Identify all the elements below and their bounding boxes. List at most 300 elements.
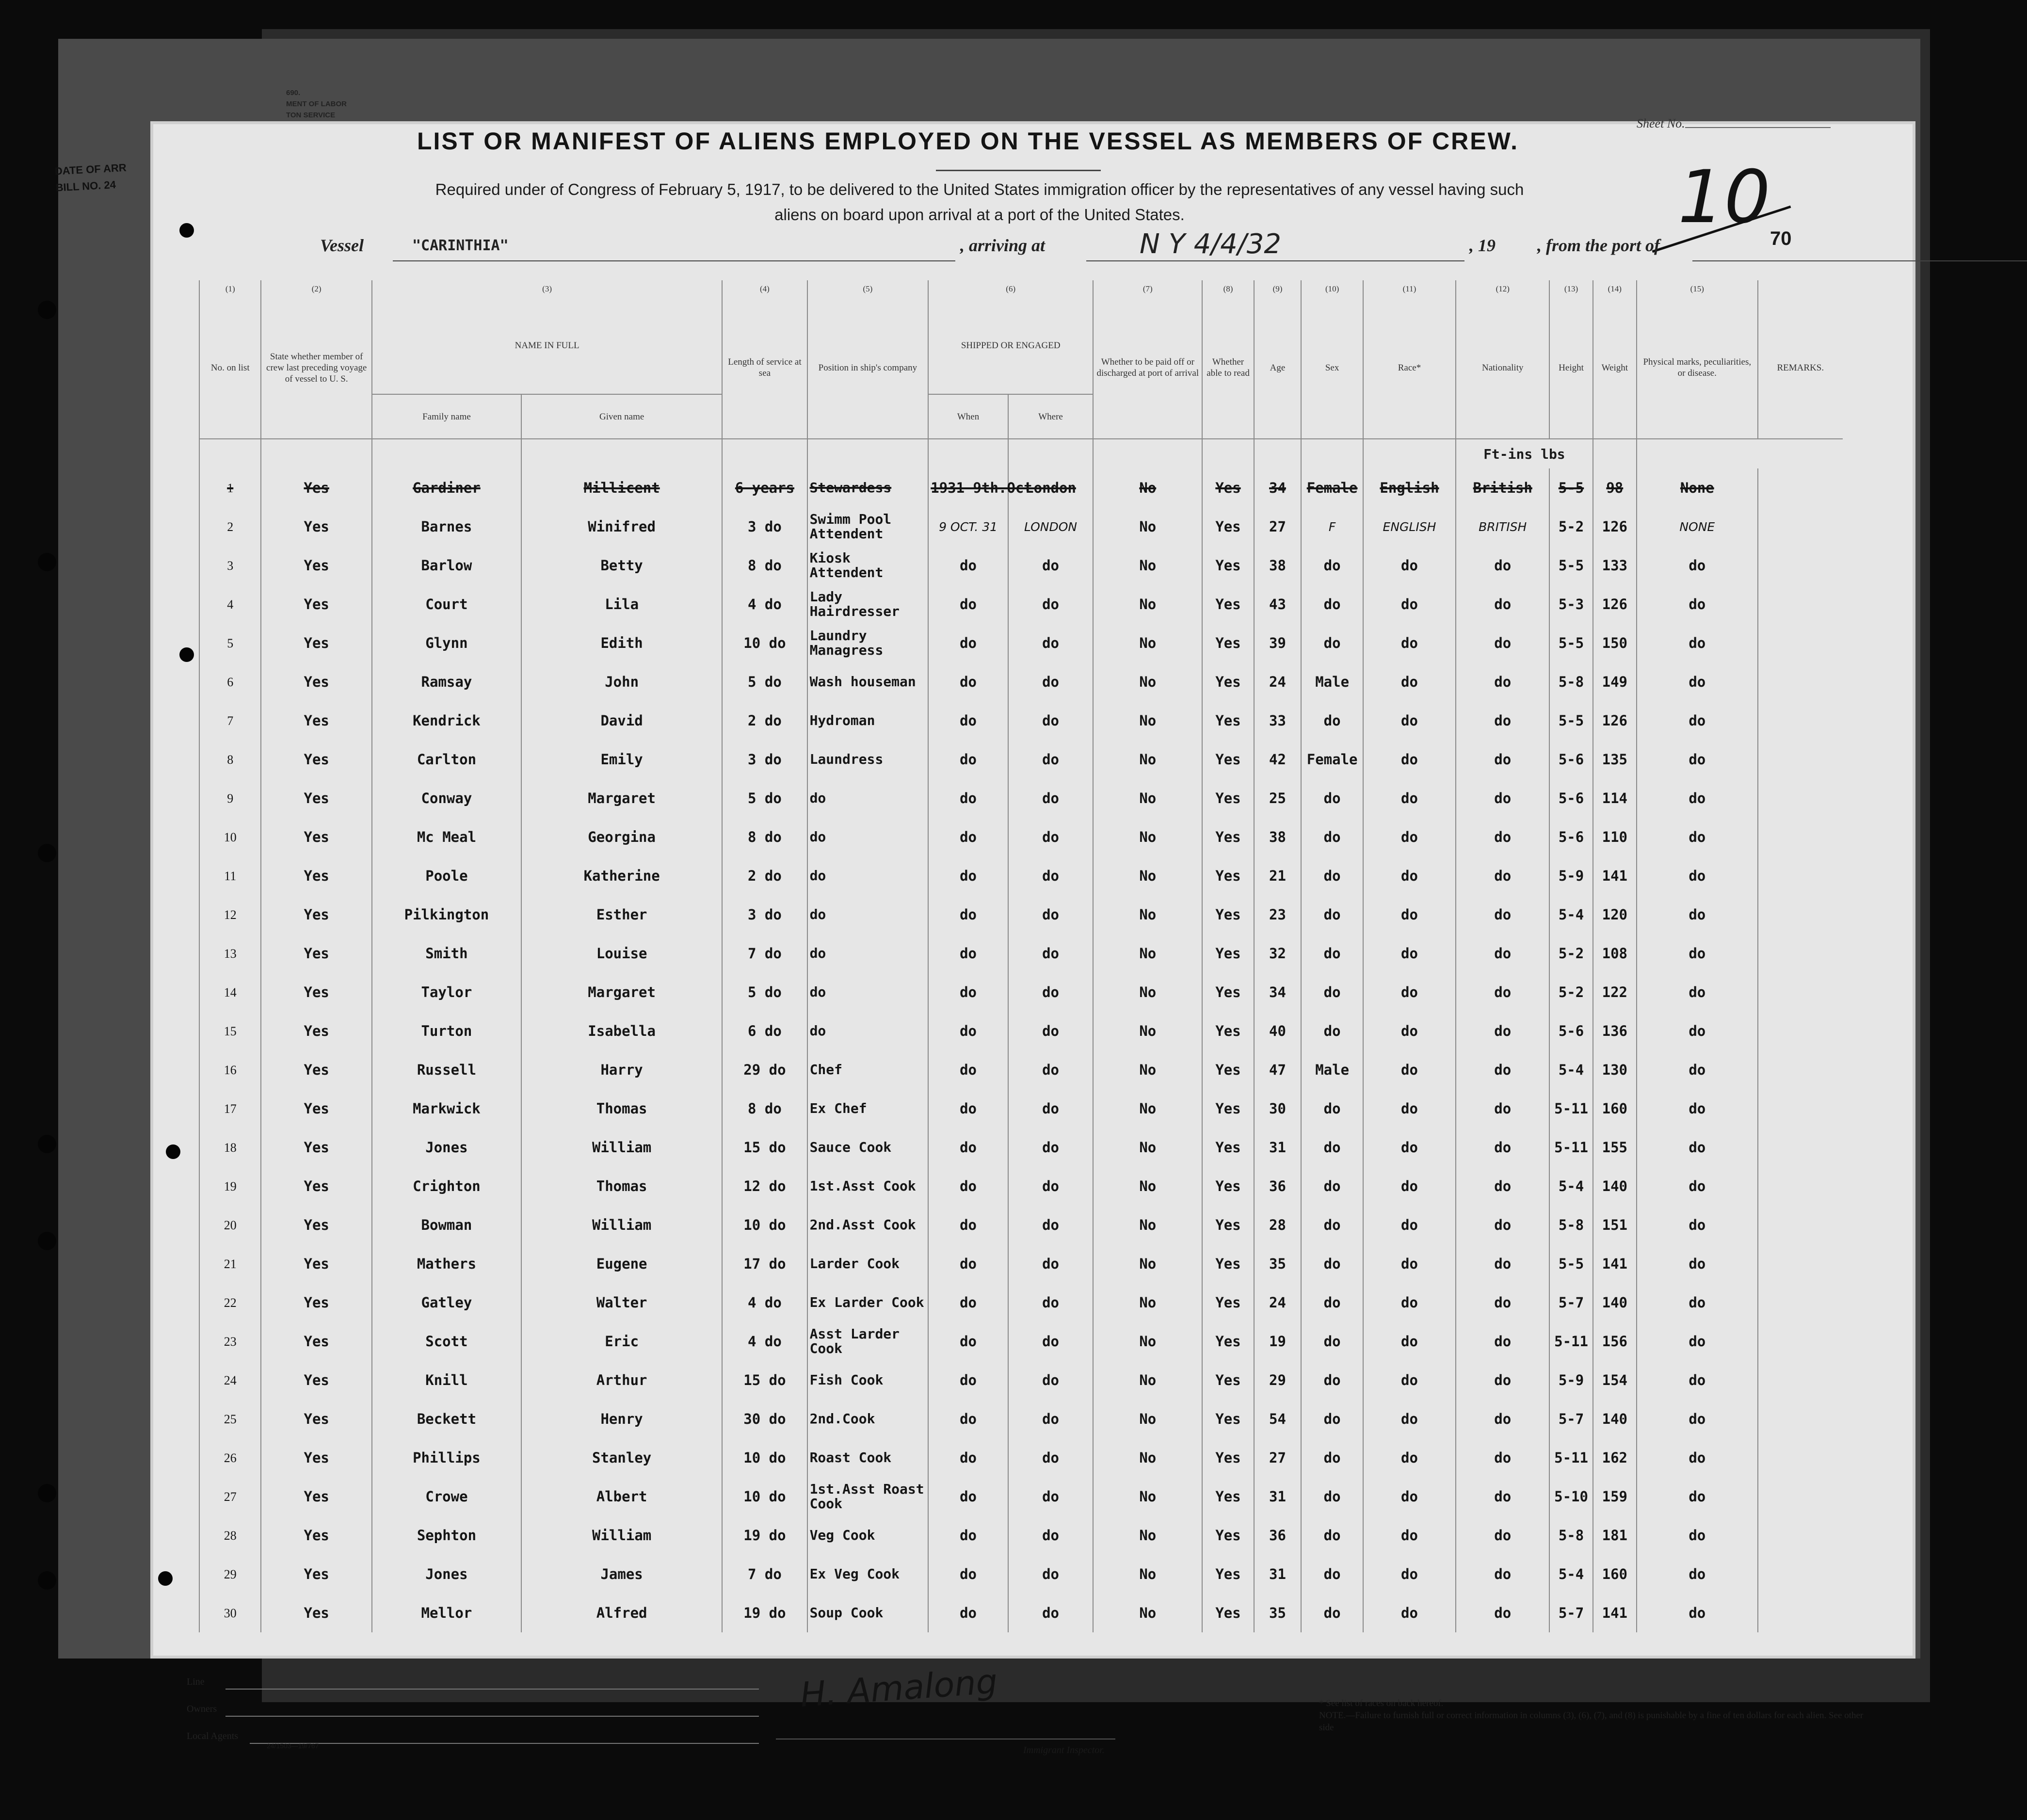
race: do <box>1363 1400 1456 1438</box>
column-number: (10) <box>1301 280 1363 297</box>
family-name: Phillips <box>372 1438 521 1477</box>
given-name: Winifred <box>521 507 722 546</box>
table-row <box>199 546 1843 585</box>
age: 35 <box>1254 1594 1302 1632</box>
family-name: Mathers <box>372 1244 521 1283</box>
age: 23 <box>1254 895 1302 934</box>
length-of-service: 15 do <box>722 1361 807 1400</box>
nationality: do <box>1456 1206 1549 1244</box>
family-name: Crighton <box>372 1167 521 1206</box>
ship-position: Soup Cook <box>807 1594 929 1632</box>
column-number: (5) <box>807 280 929 297</box>
family-name: Scott <box>372 1322 521 1361</box>
corner-line: MENT OF LABOR <box>286 100 347 108</box>
able-to-read: Yes <box>1202 1128 1254 1167</box>
column-number: (9) <box>1254 280 1302 297</box>
form-corner-label <box>286 87 347 121</box>
race: ENGLISH <box>1363 507 1456 546</box>
age: 38 <box>1254 546 1302 585</box>
shipped-when: do <box>928 1322 1008 1361</box>
header-paid-off: Whether to be paid off or discharged at port of arrival <box>1093 297 1202 439</box>
form-code: 24/1503—19/767 <box>267 1742 319 1750</box>
physical-marks: do <box>1637 779 1758 818</box>
member-last-voyage: Yes <box>261 701 371 740</box>
remarks-cell <box>1758 1322 1843 1361</box>
table-row <box>199 1167 1843 1206</box>
age: 27 <box>1254 1438 1302 1477</box>
given-name: Thomas <box>521 1089 722 1128</box>
nationality: do <box>1456 1244 1549 1283</box>
length-of-service: 10 do <box>722 1438 807 1477</box>
physical-marks: do <box>1637 662 1758 701</box>
agents-rule <box>250 1743 759 1744</box>
crew-number: 7 <box>199 701 261 740</box>
nationality: do <box>1456 973 1549 1012</box>
remarks-cell <box>1758 468 1843 507</box>
remarks-cell <box>1758 973 1843 1012</box>
height: 5-8 <box>1549 1516 1593 1555</box>
able-to-read: Yes <box>1202 701 1254 740</box>
member-last-voyage: Yes <box>261 895 371 934</box>
shipped-when: do <box>928 1283 1008 1322</box>
family-name: Poole <box>372 856 521 895</box>
race: do <box>1363 1244 1456 1283</box>
crew-number: 11 <box>199 856 261 895</box>
given-name: Margaret <box>521 779 722 818</box>
nationality: do <box>1456 585 1549 624</box>
given-name: Eugene <box>521 1244 722 1283</box>
column-number: (11) <box>1363 280 1456 297</box>
crew-number: 9 <box>199 779 261 818</box>
weight: 126 <box>1593 585 1637 624</box>
weight: 140 <box>1593 1283 1637 1322</box>
member-last-voyage: Yes <box>261 1244 371 1283</box>
sex: do <box>1301 1516 1363 1555</box>
length-of-service: 2 do <box>722 856 807 895</box>
family-name: Taylor <box>372 973 521 1012</box>
column-number: (7) <box>1093 280 1202 297</box>
column-number: (12) <box>1456 280 1549 297</box>
crew-number: 27 <box>199 1477 261 1516</box>
ship-position: Asst Larder Cook <box>807 1322 929 1361</box>
remarks-cell <box>1758 1438 1843 1477</box>
shipped-where: do <box>1008 895 1093 934</box>
weight: 108 <box>1593 934 1637 973</box>
header-shipped-engaged: SHIPPED OR ENGAGED <box>928 297 1093 394</box>
family-name: Barnes <box>372 507 521 546</box>
height: 5-7 <box>1549 1594 1593 1632</box>
crew-number: 30 <box>199 1594 261 1632</box>
paid-off: No <box>1093 973 1202 1012</box>
height: 5-5 <box>1549 1244 1593 1283</box>
sex: do <box>1301 546 1363 585</box>
weight: 114 <box>1593 779 1637 818</box>
family-name: Russell <box>372 1050 521 1089</box>
table-row <box>199 662 1843 701</box>
header-able-read: Whether able to read <box>1202 297 1254 439</box>
column-number: (8) <box>1202 280 1254 297</box>
paid-off: No <box>1093 779 1202 818</box>
units-row <box>199 439 1843 468</box>
table-row <box>199 973 1843 1012</box>
height: 5-2 <box>1549 973 1593 1012</box>
crew-number: 20 <box>199 1206 261 1244</box>
crew-number: 23 <box>199 1322 261 1361</box>
crew-number: 18 <box>199 1128 261 1167</box>
footnotes <box>1319 1697 1872 1734</box>
able-to-read: Yes <box>1202 856 1254 895</box>
able-to-read: Yes <box>1202 1361 1254 1400</box>
sheet-no-rule <box>1685 127 1831 128</box>
remarks-cell <box>1758 1361 1843 1400</box>
given-name: Arthur <box>521 1361 722 1400</box>
punch-hole <box>179 223 194 238</box>
height: 5-9 <box>1549 1361 1593 1400</box>
sex: Female <box>1301 740 1363 779</box>
crew-number: 21 <box>199 1244 261 1283</box>
sex: do <box>1301 779 1363 818</box>
remarks-cell <box>1758 895 1843 934</box>
table-row <box>199 1555 1843 1594</box>
arriving-value: N Y 4/4/32 <box>1140 228 1281 260</box>
nationality: do <box>1456 1438 1549 1477</box>
footer-line-field <box>187 1668 238 1695</box>
length-of-service: 8 do <box>722 1089 807 1128</box>
shipped-when: do <box>928 662 1008 701</box>
height: 5-6 <box>1549 818 1593 856</box>
nationality: do <box>1456 546 1549 585</box>
inspector-label: Immigrant Inspector. <box>1023 1745 1105 1756</box>
sex: do <box>1301 1167 1363 1206</box>
member-last-voyage: Yes <box>261 1012 371 1050</box>
shipped-when: do <box>928 779 1008 818</box>
shipped-when: do <box>928 1400 1008 1438</box>
crew-number: 28 <box>199 1516 261 1555</box>
race: do <box>1363 973 1456 1012</box>
given-name: Alfred <box>521 1594 722 1632</box>
weight: 126 <box>1593 507 1637 546</box>
table-row <box>199 1477 1843 1516</box>
age: 42 <box>1254 740 1302 779</box>
remarks-cell <box>1758 1555 1843 1594</box>
remarks-cell <box>1758 507 1843 546</box>
member-last-voyage: Yes <box>261 1555 371 1594</box>
remarks-cell <box>1758 1206 1843 1244</box>
race: do <box>1363 856 1456 895</box>
age: 54 <box>1254 1400 1302 1438</box>
remarks-cell <box>1758 740 1843 779</box>
nationality: do <box>1456 624 1549 662</box>
physical-marks: do <box>1637 895 1758 934</box>
shipped-where: do <box>1008 1089 1093 1128</box>
remarks-cell <box>1758 1477 1843 1516</box>
vessel-name: "CARINTHIA" <box>412 237 509 254</box>
age: 43 <box>1254 585 1302 624</box>
given-name: William <box>521 1206 722 1244</box>
member-last-voyage: Yes <box>261 856 371 895</box>
age: 32 <box>1254 934 1302 973</box>
table-row <box>199 1400 1843 1438</box>
weight: 162 <box>1593 1438 1637 1477</box>
able-to-read: Yes <box>1202 1438 1254 1477</box>
length-of-service: 7 do <box>722 1555 807 1594</box>
header-given-name: Given name <box>521 394 722 439</box>
sex: do <box>1301 1555 1363 1594</box>
table-row <box>199 468 1843 507</box>
height: 5-4 <box>1549 1050 1593 1089</box>
remarks-cell <box>1758 1089 1843 1128</box>
race: do <box>1363 934 1456 973</box>
physical-marks: do <box>1637 1089 1758 1128</box>
crew-number: 24 <box>199 1361 261 1400</box>
race: do <box>1363 1438 1456 1477</box>
physical-marks: do <box>1637 1477 1758 1516</box>
given-name: James <box>521 1555 722 1594</box>
physical-marks: do <box>1637 1050 1758 1089</box>
crew-manifest-table <box>199 280 1843 1632</box>
nationality: do <box>1456 818 1549 856</box>
given-name: Emily <box>521 740 722 779</box>
able-to-read: Yes <box>1202 1594 1254 1632</box>
family-name: Carlton <box>372 740 521 779</box>
length-of-service: 15 do <box>722 1128 807 1167</box>
given-name: Katherine <box>521 856 722 895</box>
length-of-service: 4 do <box>722 585 807 624</box>
given-name: Betty <box>521 546 722 585</box>
race: English <box>1363 468 1456 507</box>
nationality: do <box>1456 1128 1549 1167</box>
able-to-read: Yes <box>1202 1089 1254 1128</box>
weight: 159 <box>1593 1477 1637 1516</box>
able-to-read: Yes <box>1202 585 1254 624</box>
column-number: (3) <box>372 280 722 297</box>
age: 40 <box>1254 1012 1302 1050</box>
race: do <box>1363 1012 1456 1050</box>
remarks-cell <box>1758 1050 1843 1089</box>
paid-off: No <box>1093 1206 1202 1244</box>
shipped-where: do <box>1008 1322 1093 1361</box>
member-last-voyage: Yes <box>261 1516 371 1555</box>
race: do <box>1363 1167 1456 1206</box>
physical-marks: NONE <box>1637 507 1758 546</box>
race: do <box>1363 1206 1456 1244</box>
given-name: William <box>521 1128 722 1167</box>
shipped-where: do <box>1008 1206 1093 1244</box>
weight: 98 <box>1593 468 1637 507</box>
footnote-penalty: NOTE.—Failure to furnish full or correct information in columns (3), (6), (7), and (8) is punishable by a fine of ten dollars for each alien. See other side <box>1319 1710 1864 1733</box>
weight: 110 <box>1593 818 1637 856</box>
shipped-when: do <box>928 973 1008 1012</box>
sex: do <box>1301 1128 1363 1167</box>
arriving-label: , arriving at <box>960 236 1046 255</box>
able-to-read: Yes <box>1202 662 1254 701</box>
ship-position: Ex Larder Cook <box>807 1283 929 1322</box>
age: 34 <box>1254 973 1302 1012</box>
remarks-cell <box>1758 1594 1843 1632</box>
family-name: Gatley <box>372 1283 521 1322</box>
remarks-cell <box>1758 856 1843 895</box>
age: 36 <box>1254 1516 1302 1555</box>
crew-number: 22 <box>199 1283 261 1322</box>
height: 5-10 <box>1549 1477 1593 1516</box>
paid-off: No <box>1093 507 1202 546</box>
member-last-voyage: Yes <box>261 740 371 779</box>
shipped-when: do <box>928 856 1008 895</box>
owners-rule <box>225 1716 759 1717</box>
title-rule <box>936 170 1101 171</box>
height: 5-7 <box>1549 1400 1593 1438</box>
weight: 140 <box>1593 1167 1637 1206</box>
member-last-voyage: Yes <box>261 1050 371 1089</box>
footer-labels <box>187 1668 238 1750</box>
shipped-where: do <box>1008 1594 1093 1632</box>
sex: do <box>1301 1400 1363 1438</box>
nationality: do <box>1456 779 1549 818</box>
given-name: David <box>521 701 722 740</box>
length-of-service: 3 do <box>722 507 807 546</box>
table-row <box>199 1128 1843 1167</box>
crew-number: 4 <box>199 585 261 624</box>
weight: 160 <box>1593 1555 1637 1594</box>
physical-marks: do <box>1637 1167 1758 1206</box>
crew-number: 5 <box>199 624 261 662</box>
physical-marks: do <box>1637 1244 1758 1283</box>
ship-position: do <box>807 934 929 973</box>
vessel-rule <box>393 260 955 261</box>
binder-hole <box>38 1232 56 1250</box>
physical-marks: do <box>1637 701 1758 740</box>
header-position: Position in ship's company <box>807 297 929 439</box>
table-row <box>199 779 1843 818</box>
sex: do <box>1301 1283 1363 1322</box>
paid-off: No <box>1093 468 1202 507</box>
member-last-voyage: Yes <box>261 624 371 662</box>
ship-position: Laundry Managress <box>807 624 929 662</box>
physical-marks: do <box>1637 1322 1758 1361</box>
shipped-when: do <box>928 1516 1008 1555</box>
member-last-voyage: Yes <box>261 1128 371 1167</box>
race: do <box>1363 1477 1456 1516</box>
length-of-service: 4 do <box>722 1322 807 1361</box>
table-row <box>199 1244 1843 1283</box>
length-of-service: 5 do <box>722 662 807 701</box>
sex: do <box>1301 1206 1363 1244</box>
ship-position: Lady Hairdresser <box>807 585 929 624</box>
able-to-read: Yes <box>1202 1400 1254 1438</box>
given-name: Walter <box>521 1283 722 1322</box>
given-name: Millicent <box>521 468 722 507</box>
crew-number: 2 <box>199 507 261 546</box>
weight: 151 <box>1593 1206 1637 1244</box>
member-last-voyage: Yes <box>261 1206 371 1244</box>
able-to-read: Yes <box>1202 1555 1254 1594</box>
header-name-in-full: NAME IN FULL <box>372 297 722 394</box>
crew-number: 16 <box>199 1050 261 1089</box>
table-row <box>199 818 1843 856</box>
crew-number: 15 <box>199 1012 261 1050</box>
shipped-when: do <box>928 1361 1008 1400</box>
column-number: (14) <box>1593 280 1637 297</box>
race: do <box>1363 818 1456 856</box>
shipped-when: do <box>928 895 1008 934</box>
required-line: aliens on board upon arrival at a port of the United States. <box>774 206 1185 224</box>
column-number: (1) <box>199 280 261 297</box>
paid-off: No <box>1093 1089 1202 1128</box>
shipped-where: do <box>1008 585 1093 624</box>
remarks-cell <box>1758 546 1843 585</box>
shipped-when: do <box>928 1206 1008 1244</box>
age: 28 <box>1254 1206 1302 1244</box>
weight: 140 <box>1593 1400 1637 1438</box>
punch-hole <box>158 1571 173 1586</box>
physical-marks: do <box>1637 585 1758 624</box>
age: 39 <box>1254 624 1302 662</box>
sex: do <box>1301 1477 1363 1516</box>
crew-number: 12 <box>199 895 261 934</box>
paid-off: No <box>1093 1012 1202 1050</box>
shipped-where: do <box>1008 740 1093 779</box>
shipped-where: do <box>1008 1438 1093 1477</box>
shipped-where: do <box>1008 1477 1093 1516</box>
shipped-where: do <box>1008 624 1093 662</box>
shipped-when: do <box>928 1012 1008 1050</box>
member-last-voyage: Yes <box>261 1477 371 1516</box>
footnote-races: * See list of races on back hereof. <box>1319 1698 1444 1708</box>
ship-position: Swimm Pool Attendent <box>807 507 929 546</box>
crew-number: 17 <box>199 1089 261 1128</box>
family-name: Knill <box>372 1361 521 1400</box>
paid-off: No <box>1093 1438 1202 1477</box>
ship-position: 2nd.Asst Cook <box>807 1206 929 1244</box>
height: 5-4 <box>1549 895 1593 934</box>
sheet-no-label: Sheet No. <box>1637 116 1685 130</box>
race: do <box>1363 1555 1456 1594</box>
header-height: Height <box>1549 297 1593 439</box>
physical-marks: do <box>1637 1128 1758 1167</box>
height: 5-3 <box>1549 585 1593 624</box>
table-row <box>199 1283 1843 1322</box>
family-name: Ramsay <box>372 662 521 701</box>
crew-number: 10 <box>199 818 261 856</box>
nationality: do <box>1456 1477 1549 1516</box>
height: 5-8 <box>1549 662 1593 701</box>
shipped-when: do <box>928 1594 1008 1632</box>
age: 34 <box>1254 468 1302 507</box>
crew-rows <box>199 439 1843 1632</box>
table-row <box>199 624 1843 662</box>
given-name: Edith <box>521 624 722 662</box>
header-remarks: REMARKS. <box>1758 297 1843 439</box>
physical-marks: do <box>1637 1594 1758 1632</box>
member-last-voyage: Yes <box>261 546 371 585</box>
able-to-read: Yes <box>1202 895 1254 934</box>
age: 31 <box>1254 1477 1302 1516</box>
binder-hole <box>38 1135 56 1153</box>
height: 5-4 <box>1549 1555 1593 1594</box>
remarks-cell <box>1758 1244 1843 1283</box>
shipped-where: do <box>1008 546 1093 585</box>
weight: 154 <box>1593 1361 1637 1400</box>
shipped-where: do <box>1008 1555 1093 1594</box>
weight: 141 <box>1593 856 1637 895</box>
weight: 155 <box>1593 1128 1637 1167</box>
crew-number: 8 <box>199 740 261 779</box>
paid-off: No <box>1093 818 1202 856</box>
table-row <box>199 1089 1843 1128</box>
ship-position: Hydroman <box>807 701 929 740</box>
physical-marks: do <box>1637 818 1758 856</box>
member-last-voyage: Yes <box>261 1361 371 1400</box>
